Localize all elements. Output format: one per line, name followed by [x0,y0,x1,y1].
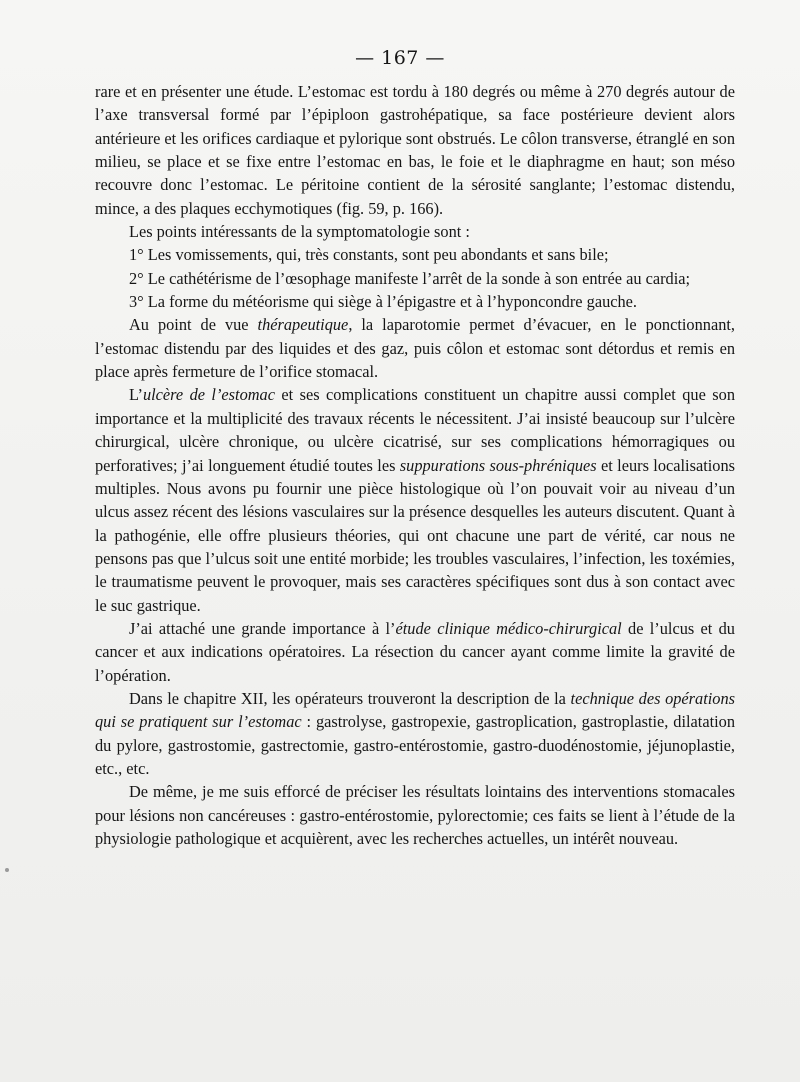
paragraph-symptom-3 [95,290,735,313]
paper-speck [5,868,9,872]
text-segment: 3° La forme du météorisme qui siège à l’épigastre et à l’hyponcondre gauche. [129,292,638,312]
text-segment: : gastrolyse, gastropexie, gastroplication, gastroplastie, dilatation du pylore, gastrostomie, gastrectomie, gastro-entérostomie, gastro-duodénostomie, jéjunoplastie, etc., etc. [95,712,735,778]
paragraph-symptom-2 [95,267,735,290]
italic-text-segment: thérapeutique [257,315,349,335]
paragraph-ulcer [95,383,735,616]
text-segment: de l’ulcus et du cancer et aux indications opératoires. La résection du cancer ayant comme limite la gravité de l’opération. [95,618,735,685]
paragraph-results [95,780,735,850]
page-body-text [95,80,735,850]
paragraph-symptom-1 [95,243,735,266]
paragraph-clinical-study [95,617,735,687]
text-segment: et leurs localisations multiples. Nous avons pu fournir une pièce histologique où l’on pouvait voir au niveau d’un ulcus assez récent des lésions vasculaires sur la présence desquelles les auteurs discutent. Quant à la pathogénie, elle offre plusieurs théories, qui ont chacune une part de vérité, car nous ne pensons pas que l’ulcus soit une entité morbide; les troubles vasculaires, l’infection, les toxémies, le traumatisme peuvent le provoquer, mais ses caractères spécifiques sont dus à son contact avec le suc gastrique. [95,455,735,615]
text-segment: Au point de vue [129,315,258,335]
paragraph-therapeutic [95,313,735,383]
text-segment: Les points intéressants de la symptomatologie sont : [129,222,470,242]
paragraph-volvulus-description [95,80,735,220]
italic-text-segment: suppurations sous-phréniques [399,455,597,475]
text-segment: et ses complications constituent un chapitre aussi complet que son importance et la multiplicité des travaux récents le nécessitent. J’ai insisté beaucoup sur l’ulcère chirurgical, ulcère chronique, ou ulcère cicatrisé, sur ses complications hémorragiques ou perforatives; j’ai longuement étudié toutes les [95,385,735,475]
text-segment: De même, je me suis efforcé de préciser les résultats lointains des interventions stomacales pour lésions non cancéreuses : gastro-entérostomie, pylorectomie; ces faits se lient à l’étude de la physiologie pathologique et acquièrent, avec les recherches actuelles, un intérêt nouveau. [95,782,735,848]
text-segment: rare et en présenter une étude. L’estomac est tordu à 180 degrés ou même à 270 degrés autour de l’axe transversal formé par l’épiploon gastrohépatique, sa face postérieure devient alors antérieure et les orifices cardiaque et pylorique sont obstrués. Le côlon transverse, étranglé en son milieu, se place et se fixe entre l’estomac en bas, le foie et le diaphragme en haut; son méso recouvre donc l’estomac. Le péritoine contient de la sérosité sanglante; l’estomac distendu, mince, a des plaques ecchymotiques (fig. 59, p. 166). [95,82,735,218]
italic-text-segment: étude clinique médico-chirurgical [395,618,622,638]
text-segment: , la laparotomie permet d’évacuer, en le ponctionnant, l’estomac distendu par des liquides et des gaz, puis côlon et estomac sont détordus et remis en place après fermeture de l’orifice stomacal. [95,315,735,382]
text-segment: L’ [129,385,143,405]
italic-text-segment: technique des opérations qui se pratiquent sur l’estomac [95,688,736,732]
text-segment: J’ai attaché une grande importance à l’ [129,618,396,638]
italic-text-segment: ulcère de l’estomac [142,385,275,405]
page-number: — 167 — [355,47,445,69]
text-segment: Dans le chapitre XII, les opérateurs trouveront la description de la [129,688,571,708]
paragraph-chapter-xii [95,687,735,780]
text-segment: 1° Les vomissements, qui, très constants, sont peu abondants et sans bile; [129,245,609,265]
paragraph-symptomatology-intro [95,220,735,243]
text-segment: 2° Le cathétérisme de l’œsophage manifeste l’arrêt de la sonde à son entrée au cardia; [129,268,691,288]
